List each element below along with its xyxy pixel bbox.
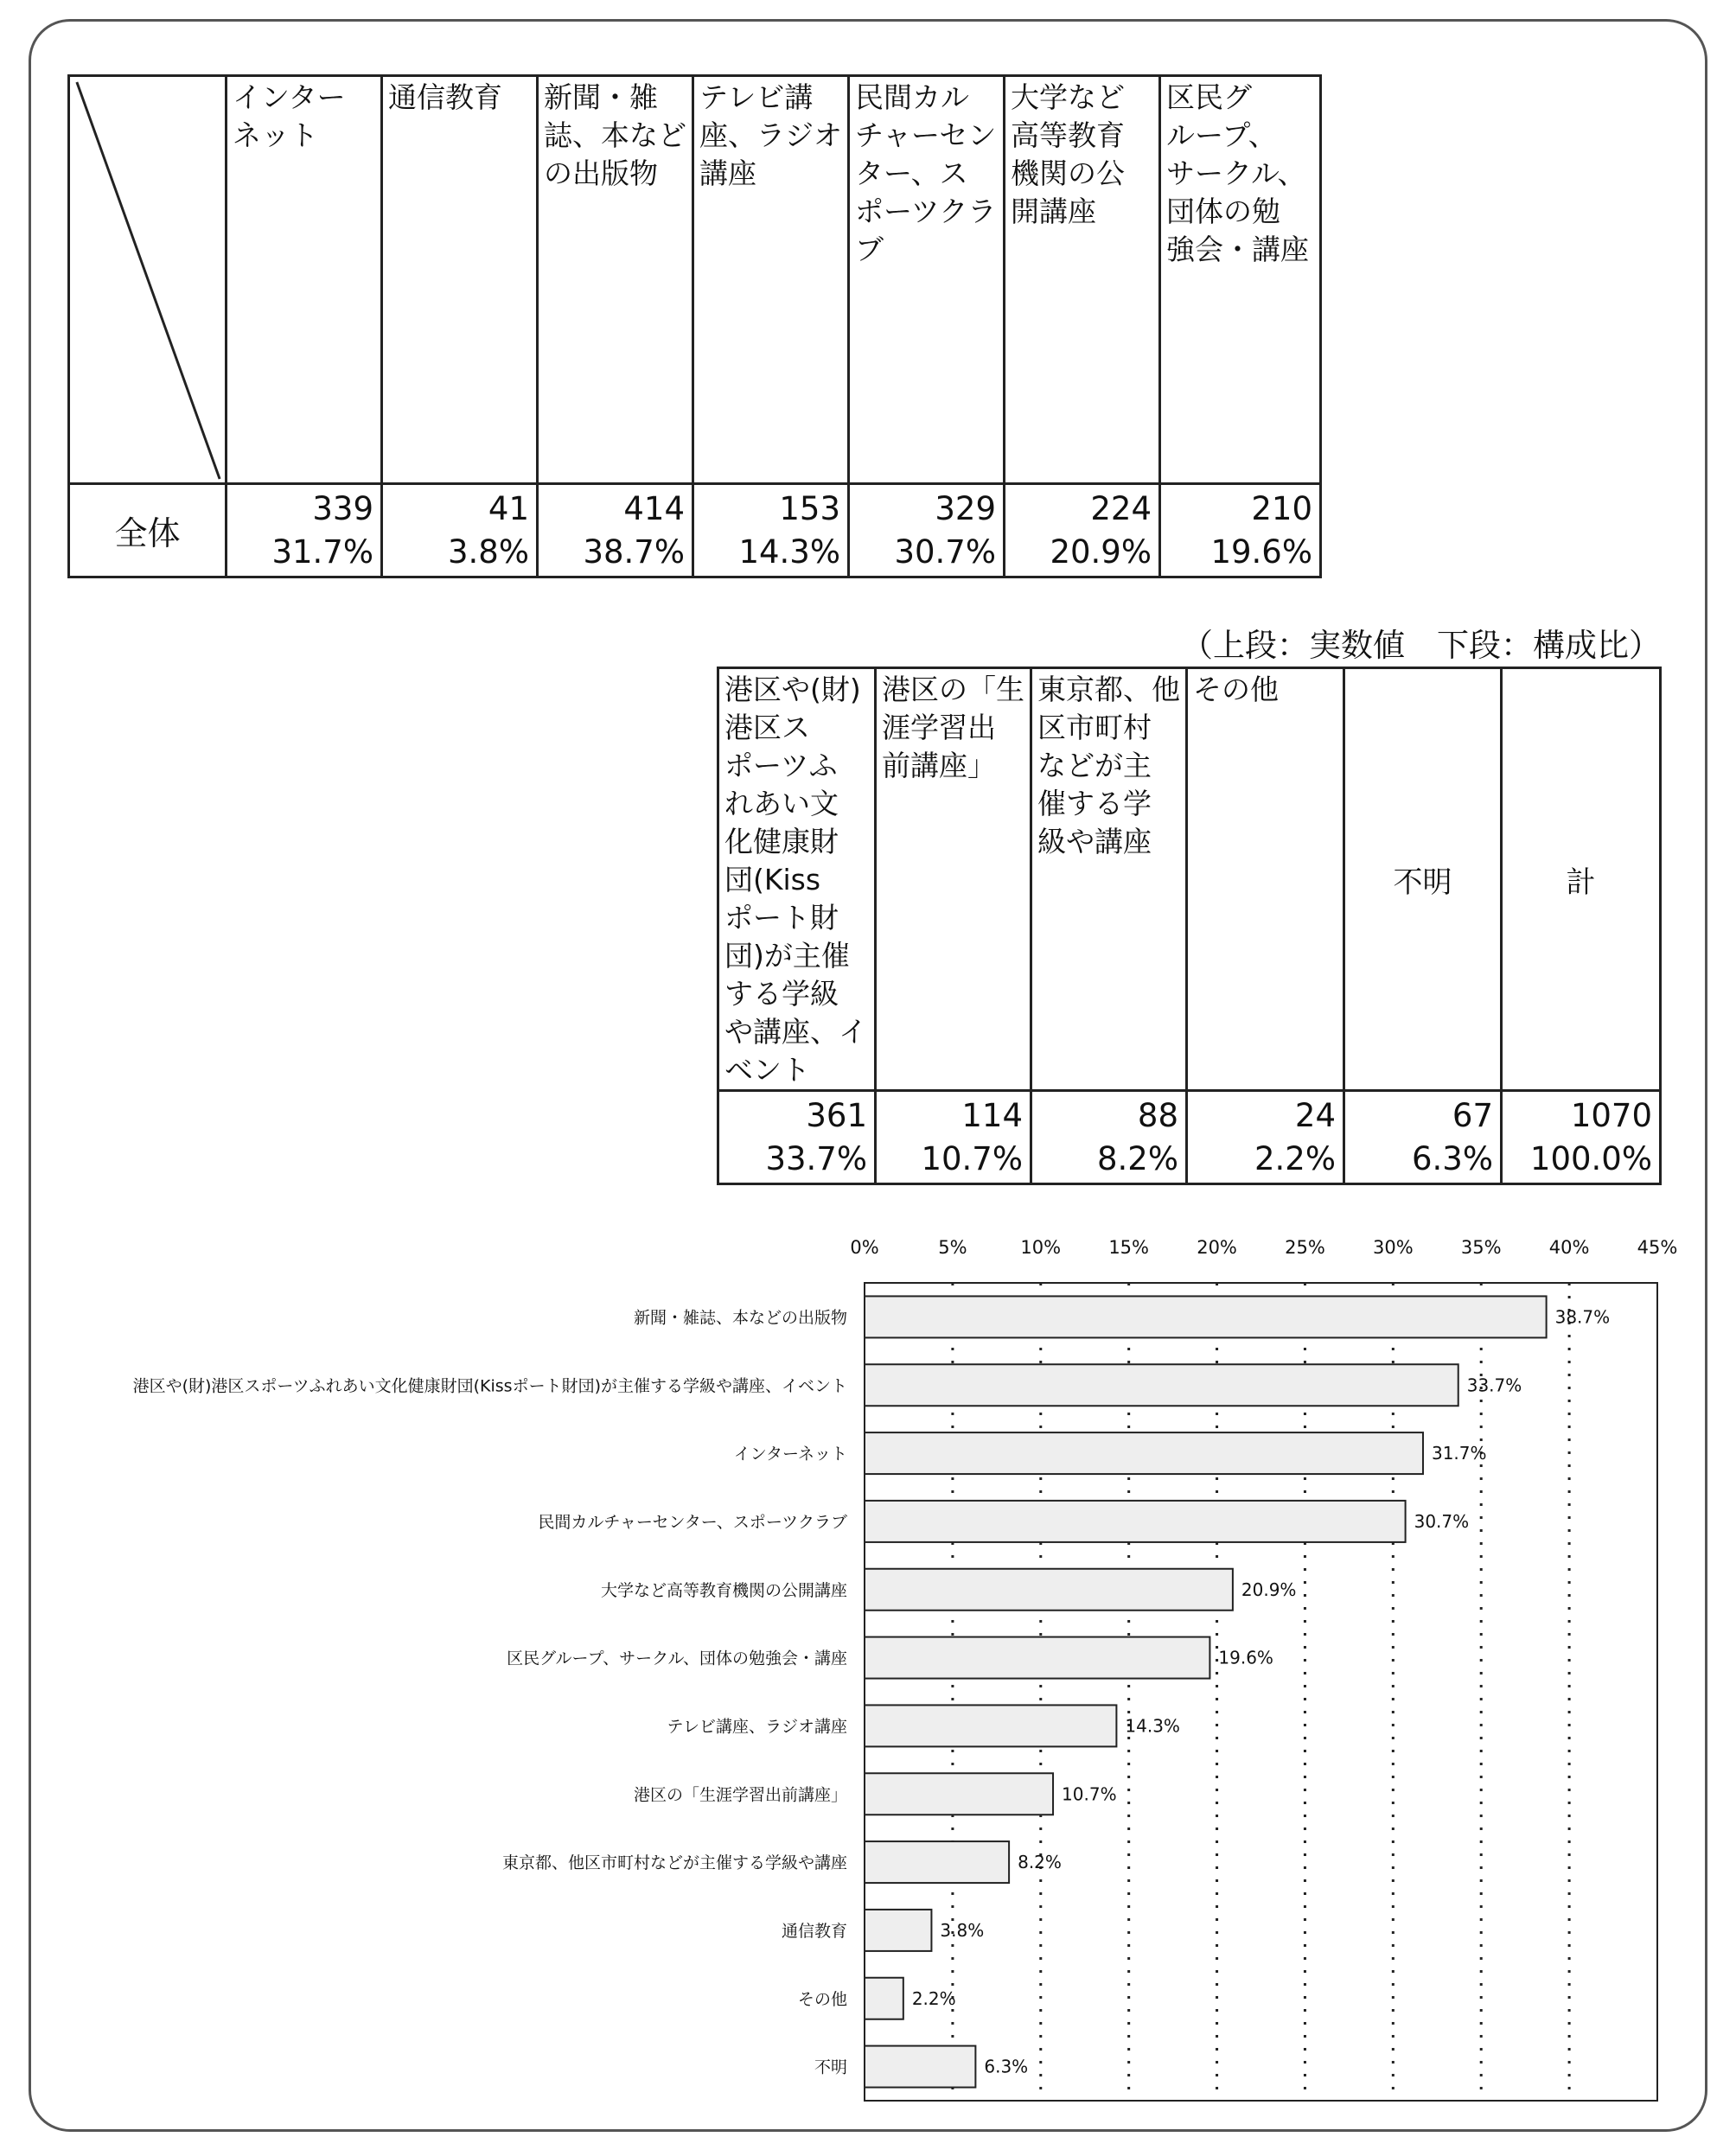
count-value: 153 xyxy=(779,489,840,527)
count-value: 1070 xyxy=(1570,1096,1652,1134)
ratio-value: 30.7% xyxy=(894,533,996,571)
category-label: 新聞・雑誌、本などの出版物 xyxy=(633,1308,847,1328)
x-tick-label: 35% xyxy=(1460,1237,1502,1258)
header-cell: 不明 xyxy=(1344,668,1502,1091)
x-tick-label: 25% xyxy=(1285,1237,1325,1258)
count-value: 114 xyxy=(961,1096,1023,1134)
bar-chart xyxy=(0,1228,1736,2109)
data-label: 38.7% xyxy=(1554,1306,1611,1328)
data-cell xyxy=(718,1091,876,1184)
header-cell: 港区の「生 涯学習出 前講座」 xyxy=(876,668,1031,1091)
data-cell xyxy=(876,1091,1031,1184)
header-cell: 東京都、他 区市町村 などが主 催する学 級や講座 xyxy=(1031,668,1187,1091)
bar xyxy=(865,1296,1547,1337)
ratio-value: 31.7% xyxy=(271,533,373,571)
data-label: 3.8% xyxy=(940,1919,985,1941)
header-cell: 民間カル チャーセン ター、ス ポーツクラ ブ xyxy=(849,76,1005,484)
header-cell: 区民グ ループ、 サークル、 団体の勉 強会・講座 xyxy=(1160,76,1321,484)
ratio-value: 33.7% xyxy=(765,1139,867,1177)
ratio-value: 6.3% xyxy=(1412,1139,1493,1177)
ratio-value: 2.2% xyxy=(1254,1139,1336,1177)
category-label: 不明 xyxy=(814,2057,847,2077)
data-label: 14.3% xyxy=(1125,1715,1180,1737)
ratio-value: 38.7% xyxy=(583,533,685,571)
count-value: 329 xyxy=(935,489,996,527)
bar xyxy=(865,1637,1209,1679)
bar xyxy=(865,1705,1116,1746)
data-cell xyxy=(538,484,693,577)
count-value: 339 xyxy=(312,489,373,527)
category-label: 民間カルチャーセンター、スポーツクラブ xyxy=(538,1512,847,1532)
x-tick-label: 30% xyxy=(1372,1237,1414,1258)
category-label: 東京都、他区市町村などが主催する学級や講座 xyxy=(501,1853,847,1873)
x-tick-label: 45% xyxy=(1637,1237,1678,1258)
data-cell xyxy=(1187,1091,1344,1184)
data-label: 2.2% xyxy=(911,1987,956,2009)
category-label: 港区や(財)港区スポーツふれあい文化健康財団(Kissポート財団)が主催する学級や講座、イベント xyxy=(132,1376,847,1396)
x-tick-label: 10% xyxy=(1020,1237,1062,1258)
x-tick-label: 40% xyxy=(1548,1237,1590,1258)
data-label: 8.2% xyxy=(1018,1852,1062,1873)
x-tick-label: 5% xyxy=(938,1237,967,1258)
category-label: その他 xyxy=(797,1989,847,2009)
ratio-value: 19.6% xyxy=(1210,533,1312,571)
data-label: 20.9% xyxy=(1241,1579,1297,1600)
bar xyxy=(865,1841,1009,1883)
diagonal-line xyxy=(70,77,225,482)
data-cell xyxy=(693,484,849,577)
header-cell: 通信教育 xyxy=(382,76,538,484)
bar xyxy=(865,2046,975,2088)
count-value: 210 xyxy=(1251,489,1312,527)
data-cell xyxy=(382,484,538,577)
bar xyxy=(865,1773,1053,1815)
count-value: 41 xyxy=(488,489,529,527)
data-label: 6.3% xyxy=(984,2056,1029,2077)
data-label: 19.6% xyxy=(1218,1647,1273,1668)
bar xyxy=(865,1569,1233,1611)
header-cell: インター ネット xyxy=(227,76,382,484)
count-value: 88 xyxy=(1137,1096,1178,1134)
header-cell: 新聞・雑 誌、本など の出版物 xyxy=(538,76,693,484)
bar xyxy=(865,1978,903,2019)
count-value: 24 xyxy=(1294,1096,1336,1134)
category-label: 大学など高等教育機関の公開講座 xyxy=(600,1580,847,1600)
data-cell xyxy=(1031,1091,1187,1184)
header-cell: テレビ講 座、ラジオ 講座 xyxy=(693,76,849,484)
x-tick-label: 0% xyxy=(850,1237,879,1258)
category-label: インターネット xyxy=(733,1445,847,1464)
table-note: （上段：実数値 下段：構成比） xyxy=(1181,627,1661,664)
ratio-value: 20.9% xyxy=(1050,533,1152,571)
data-cell xyxy=(1502,1091,1661,1184)
x-tick-label: 15% xyxy=(1108,1237,1150,1258)
data-label: 30.7% xyxy=(1414,1510,1470,1532)
category-label: 通信教育 xyxy=(781,1921,847,1941)
count-value: 414 xyxy=(623,489,685,527)
header-cell: その他 xyxy=(1187,668,1344,1091)
data-label: 10.7% xyxy=(1062,1783,1117,1805)
count-value: 224 xyxy=(1090,489,1152,527)
ratio-value: 3.8% xyxy=(448,533,529,571)
category-label: 区民グループ、サークル、団体の勉強会・講座 xyxy=(507,1649,847,1668)
category-label: 港区の「生涯学習出前講座」 xyxy=(633,1785,847,1805)
data-label: 33.7% xyxy=(1466,1375,1522,1396)
data-cell xyxy=(1344,1091,1502,1184)
corner-cell xyxy=(69,76,227,484)
header-cell: 港区や(財) 港区ス ポーツふ れあい文 化健康財 団(Kiss ポート財 団)が主催 する学級 や講座、イ ベント xyxy=(718,668,876,1091)
ratio-value: 10.7% xyxy=(921,1139,1023,1177)
bar xyxy=(865,1910,931,1951)
summary-table-top xyxy=(67,74,1322,578)
bar xyxy=(865,1364,1458,1406)
row-label: 全体 xyxy=(69,484,227,577)
data-cell xyxy=(849,484,1005,577)
bar xyxy=(865,1501,1406,1542)
category-label: テレビ講座、ラジオ講座 xyxy=(667,1717,847,1737)
data-cell xyxy=(227,484,382,577)
data-cell xyxy=(1005,484,1160,577)
ratio-value: 100.0% xyxy=(1529,1139,1652,1177)
data-label: 31.7% xyxy=(1431,1443,1487,1464)
data-cell xyxy=(1160,484,1321,577)
bar xyxy=(865,1432,1423,1474)
header-cell: 大学など 高等教育 機関の公 開講座 xyxy=(1005,76,1160,484)
ratio-value: 8.2% xyxy=(1097,1139,1178,1177)
ratio-value: 14.3% xyxy=(738,533,840,571)
count-value: 361 xyxy=(806,1096,867,1134)
summary-table-bottom xyxy=(717,667,1662,1185)
x-tick-label: 20% xyxy=(1197,1237,1237,1258)
header-cell: 計 xyxy=(1502,668,1661,1091)
count-value: 67 xyxy=(1452,1096,1493,1134)
